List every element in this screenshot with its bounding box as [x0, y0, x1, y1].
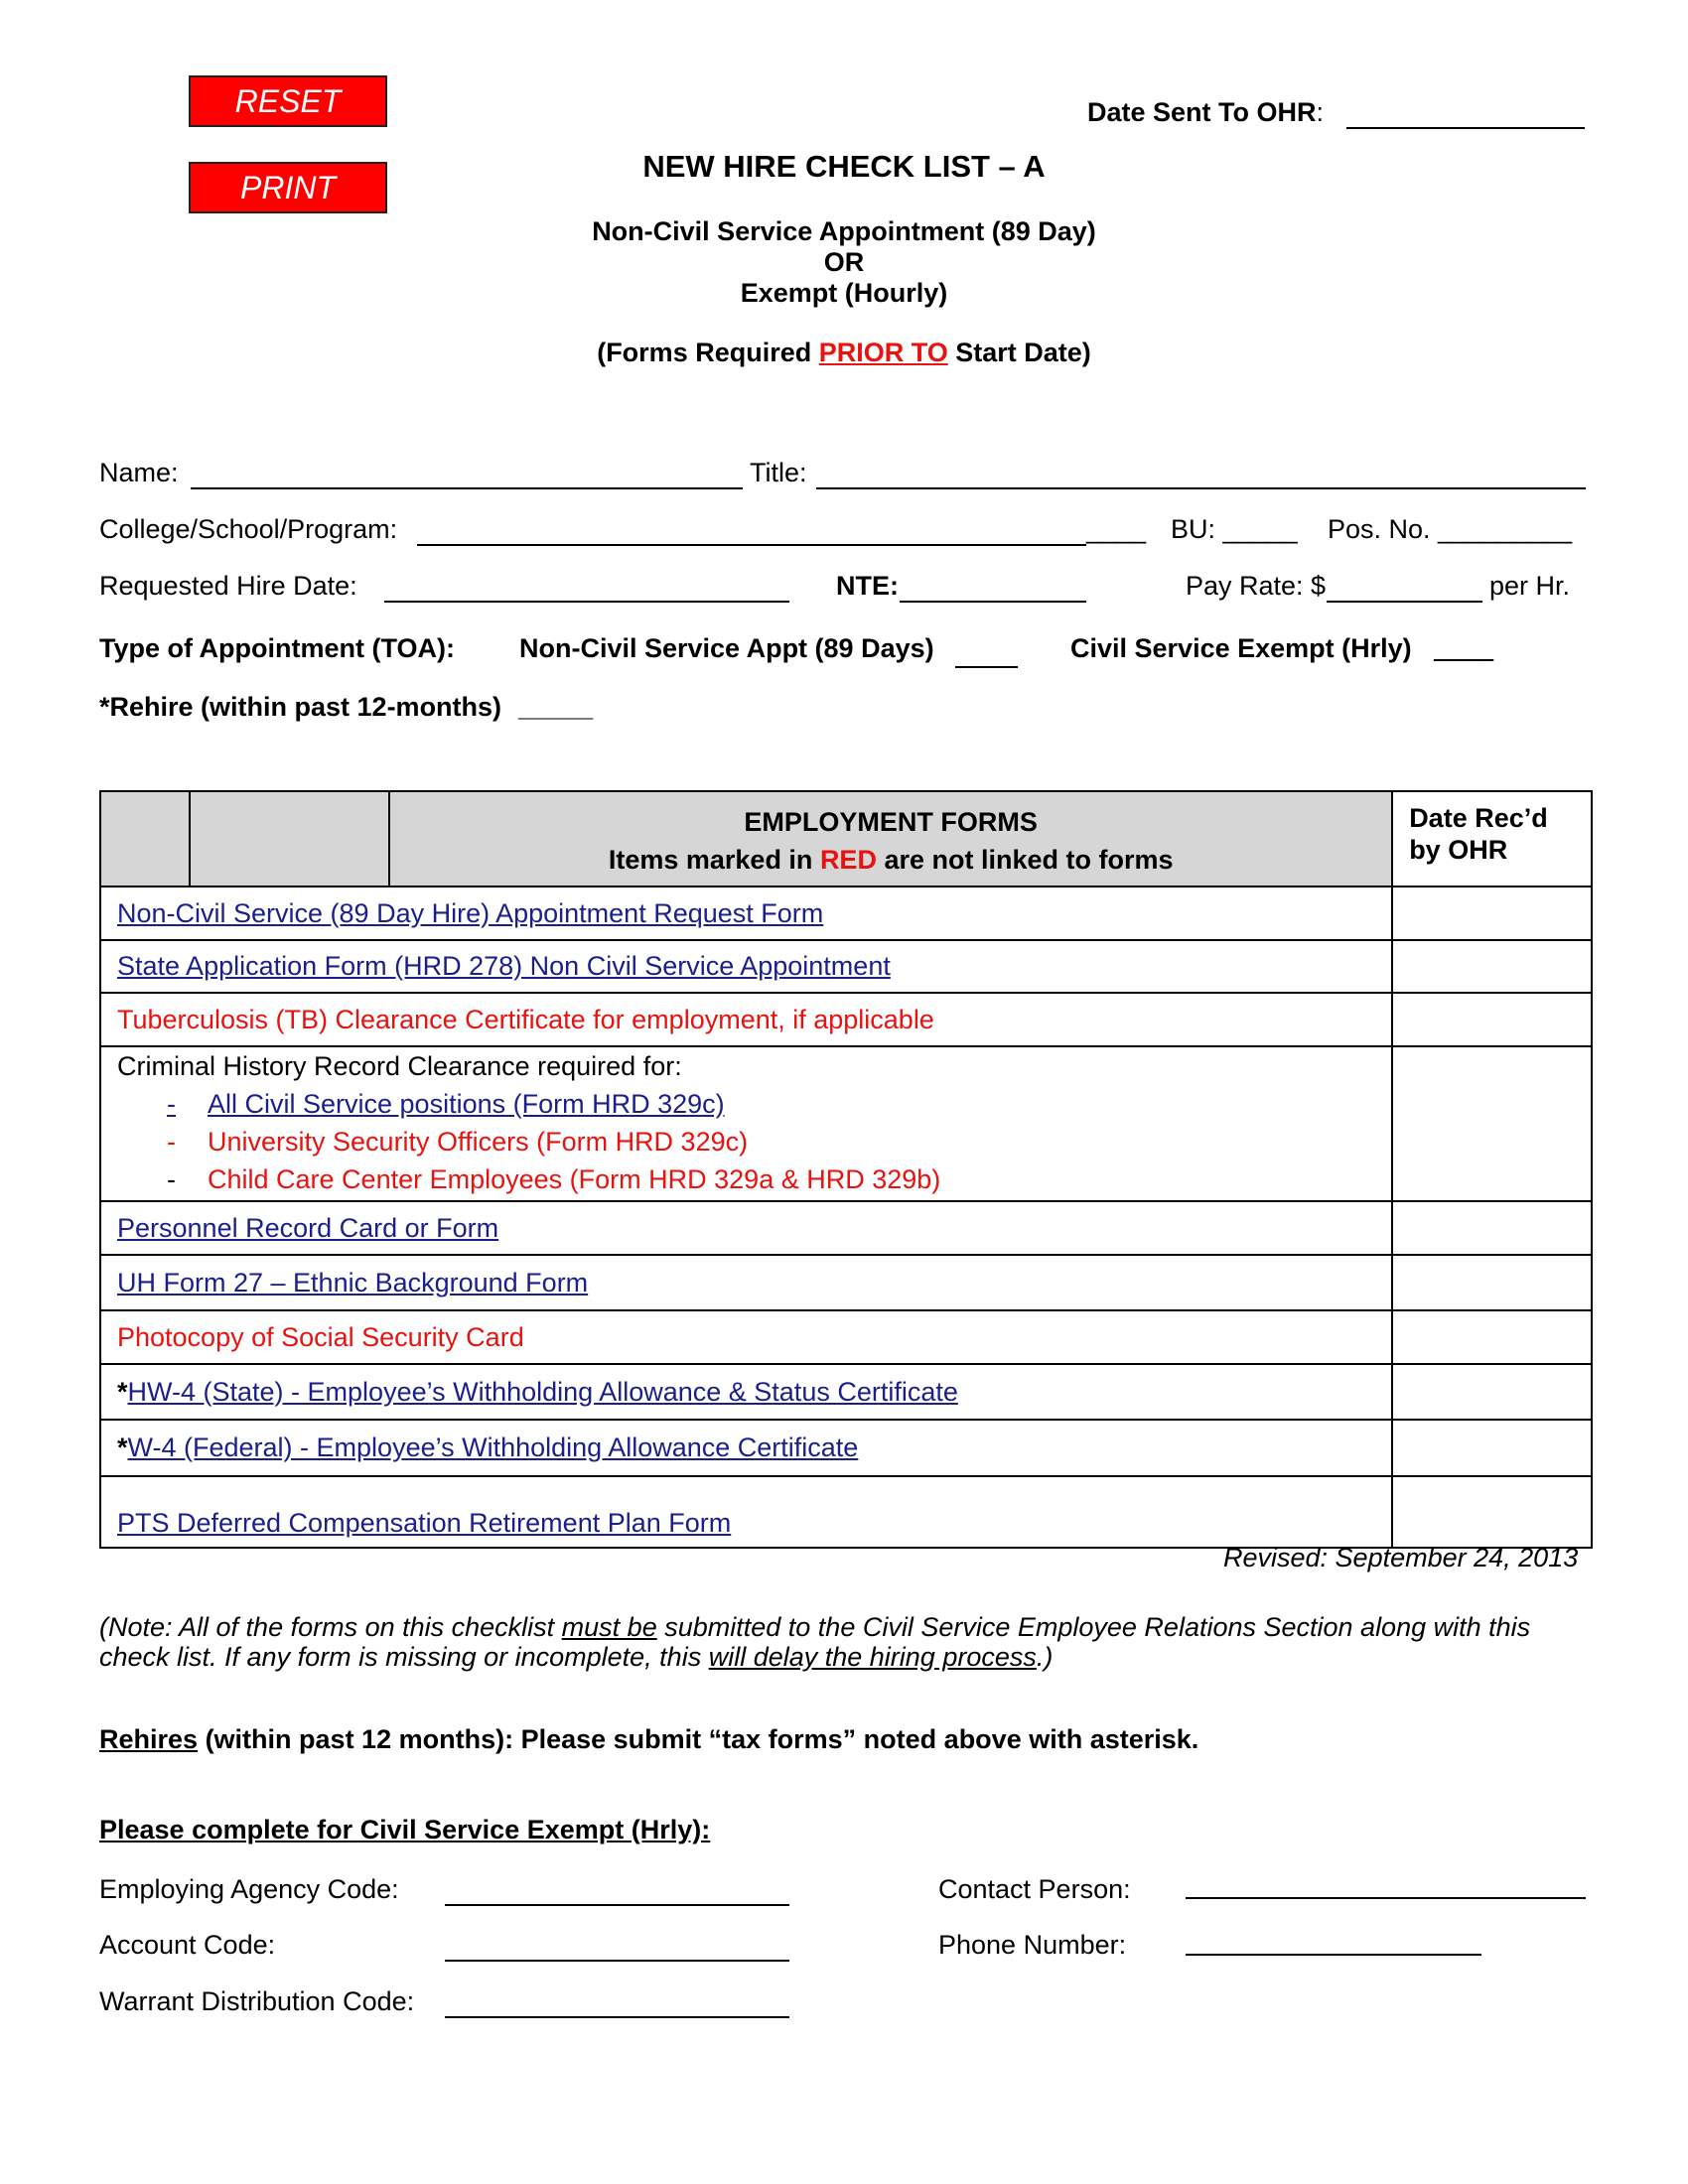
- warrant-code-label: Warrant Distribution Code:: [99, 1986, 415, 2016]
- per-hr-label: per Hr.: [1489, 571, 1571, 601]
- date-recd-cell[interactable]: [1392, 887, 1592, 940]
- noncivil-appt-label: Non-Civil Service Appt (89 Days): [519, 633, 934, 663]
- date-recd-header: Date Rec’d by OHR: [1392, 791, 1592, 887]
- social-security-item: Photocopy of Social Security Card: [117, 1321, 524, 1352]
- table-row: [100, 940, 1592, 993]
- date-recd-cell[interactable]: [1392, 1201, 1592, 1255]
- college-label: College/School/Program:: [99, 514, 398, 544]
- date-sent-label: Date Sent To OHR:: [1087, 97, 1325, 127]
- toa-label: Type of Appointment (TOA):: [99, 633, 455, 663]
- print-button[interactable]: PRINT: [189, 162, 387, 213]
- name-field[interactable]: [191, 487, 743, 489]
- table-row: [100, 1476, 1592, 1548]
- name-label: Name:: [99, 458, 179, 487]
- employment-forms-table: [99, 790, 1593, 1549]
- phone-number-field[interactable]: [1186, 1954, 1481, 1956]
- table-row: [100, 993, 1592, 1046]
- bu-field[interactable]: BU: _____: [1171, 514, 1298, 544]
- title-field[interactable]: [816, 487, 1586, 489]
- employment-forms-header: EMPLOYMENT FORMS Items marked in RED are not linked to forms: [389, 791, 1392, 887]
- date-recd-cell[interactable]: [1392, 1310, 1592, 1364]
- subtitle-or: OR: [823, 247, 865, 277]
- pay-rate-label: Pay Rate: $: [1186, 571, 1327, 601]
- date-sent-field[interactable]: [1346, 127, 1585, 129]
- table-row: Criminal History Record Clearance required for: - All Civil Service positions (Form HRD 329c) - University Security Officers (Form HRD 329c) - Child Care Center Employees (Form HRD 329a & HRD 329b): [100, 1046, 1592, 1201]
- page-title: NEW HIRE CHECK LIST – A: [642, 149, 1046, 184]
- criminal-history-title: Criminal History Record Clearance required for:: [117, 1051, 682, 1081]
- civil-service-clearance-link[interactable]: All Civil Service positions (Form HRD 329c): [208, 1089, 725, 1119]
- rehire-label: *Rehire (within past 12-months): [99, 692, 502, 722]
- table-row: [100, 1255, 1592, 1310]
- date-recd-cell[interactable]: [1392, 1046, 1592, 1201]
- date-recd-cell[interactable]: [1392, 1476, 1592, 1548]
- rehires-note: Rehires (within past 12 months): Please submit “tax forms” noted above with asterisk.: [99, 1724, 1199, 1754]
- header-blank-2: [190, 791, 389, 887]
- table-row: *W-4 (Federal) - Employee’s Withholding Allowance Certificate: [100, 1420, 1592, 1476]
- personnel-record-link[interactable]: Personnel Record Card or Form: [117, 1212, 499, 1243]
- submission-note: (Note: All of the forms on this checklist must be submitted to the Civil Service Employee Relations Section along with this check list. If any form is missing or incomplete, this will delay the hiring process.): [99, 1612, 1531, 1672]
- warrant-code-field[interactable]: [445, 2016, 789, 2018]
- state-application-link[interactable]: State Application Form (HRD 278) Non Civil Service Appointment: [117, 951, 891, 981]
- college-tail: ____: [1086, 514, 1147, 544]
- table-row: *HW-4 (State) - Employee’s Withholding Allowance & Status Certificate: [100, 1364, 1592, 1420]
- table-header-row: [100, 791, 1592, 887]
- date-recd-cell[interactable]: [1392, 940, 1592, 993]
- subtitle-exempt: Exempt (Hourly): [740, 278, 948, 308]
- tb-clearance-item: Tuberculosis (TB) Clearance Certificate for employment, if applicable: [117, 1004, 934, 1034]
- hire-date-label: Requested Hire Date:: [99, 571, 357, 601]
- account-code-label: Account Code:: [99, 1930, 276, 1960]
- forms-required-note: (Forms Required PRIOR TO Start Date): [597, 338, 1091, 367]
- date-recd-cell[interactable]: [1392, 1420, 1592, 1476]
- revised-date: Revised: September 24, 2013: [1223, 1543, 1579, 1572]
- pay-rate-field[interactable]: [1327, 601, 1482, 603]
- contact-person-field[interactable]: [1186, 1897, 1586, 1899]
- child-care-item: Child Care Center Employees (Form HRD 329a & HRD 329b): [208, 1164, 941, 1194]
- agency-code-field[interactable]: [445, 1904, 789, 1906]
- civil-exempt-field[interactable]: ____: [1434, 633, 1494, 663]
- table-row: [100, 1201, 1592, 1255]
- exempt-section-heading: Please complete for Civil Service Exempt (Hrly):: [99, 1815, 711, 1844]
- contact-person-label: Contact Person:: [938, 1874, 1131, 1904]
- noncivil-appt-field[interactable]: [955, 666, 1018, 668]
- pos-no-field[interactable]: Pos. No. _________: [1328, 514, 1573, 544]
- college-field[interactable]: [417, 544, 1086, 546]
- date-recd-cell[interactable]: [1392, 1255, 1592, 1310]
- hw4-state-link[interactable]: HW-4 (State) - Employee’s Withholding Allowance & Status Certificate: [127, 1376, 958, 1407]
- uh-form-27-link[interactable]: UH Form 27 – Ethnic Background Form: [117, 1267, 589, 1297]
- date-recd-cell[interactable]: [1392, 993, 1592, 1046]
- hire-date-field[interactable]: [384, 601, 789, 603]
- rehire-field[interactable]: _____: [518, 692, 594, 722]
- pts-deferred-comp-link[interactable]: PTS Deferred Compensation Retirement Plan Form: [117, 1508, 732, 1538]
- subtitle-noncivil: Non-Civil Service Appointment (89 Day): [592, 216, 1096, 246]
- table-row: [100, 887, 1592, 940]
- noncivil-appointment-request-link[interactable]: Non-Civil Service (89 Day Hire) Appointment Request Form: [117, 897, 824, 928]
- header-blank-1: [100, 791, 190, 887]
- security-officers-item: University Security Officers (Form HRD 329c): [208, 1127, 749, 1157]
- w4-federal-link[interactable]: W-4 (Federal) - Employee’s Withholding Allowance Certificate: [127, 1433, 859, 1462]
- nte-field[interactable]: [900, 601, 1086, 603]
- phone-number-label: Phone Number:: [938, 1930, 1127, 1960]
- reset-button[interactable]: RESET: [189, 75, 387, 127]
- account-code-field[interactable]: [445, 1960, 789, 1962]
- agency-code-label: Employing Agency Code:: [99, 1874, 399, 1904]
- title-label: Title:: [750, 458, 807, 487]
- table-row: [100, 1310, 1592, 1364]
- date-recd-cell[interactable]: [1392, 1364, 1592, 1420]
- nte-label: NTE:: [836, 571, 899, 601]
- civil-exempt-label: Civil Service Exempt (Hrly): [1070, 633, 1412, 663]
